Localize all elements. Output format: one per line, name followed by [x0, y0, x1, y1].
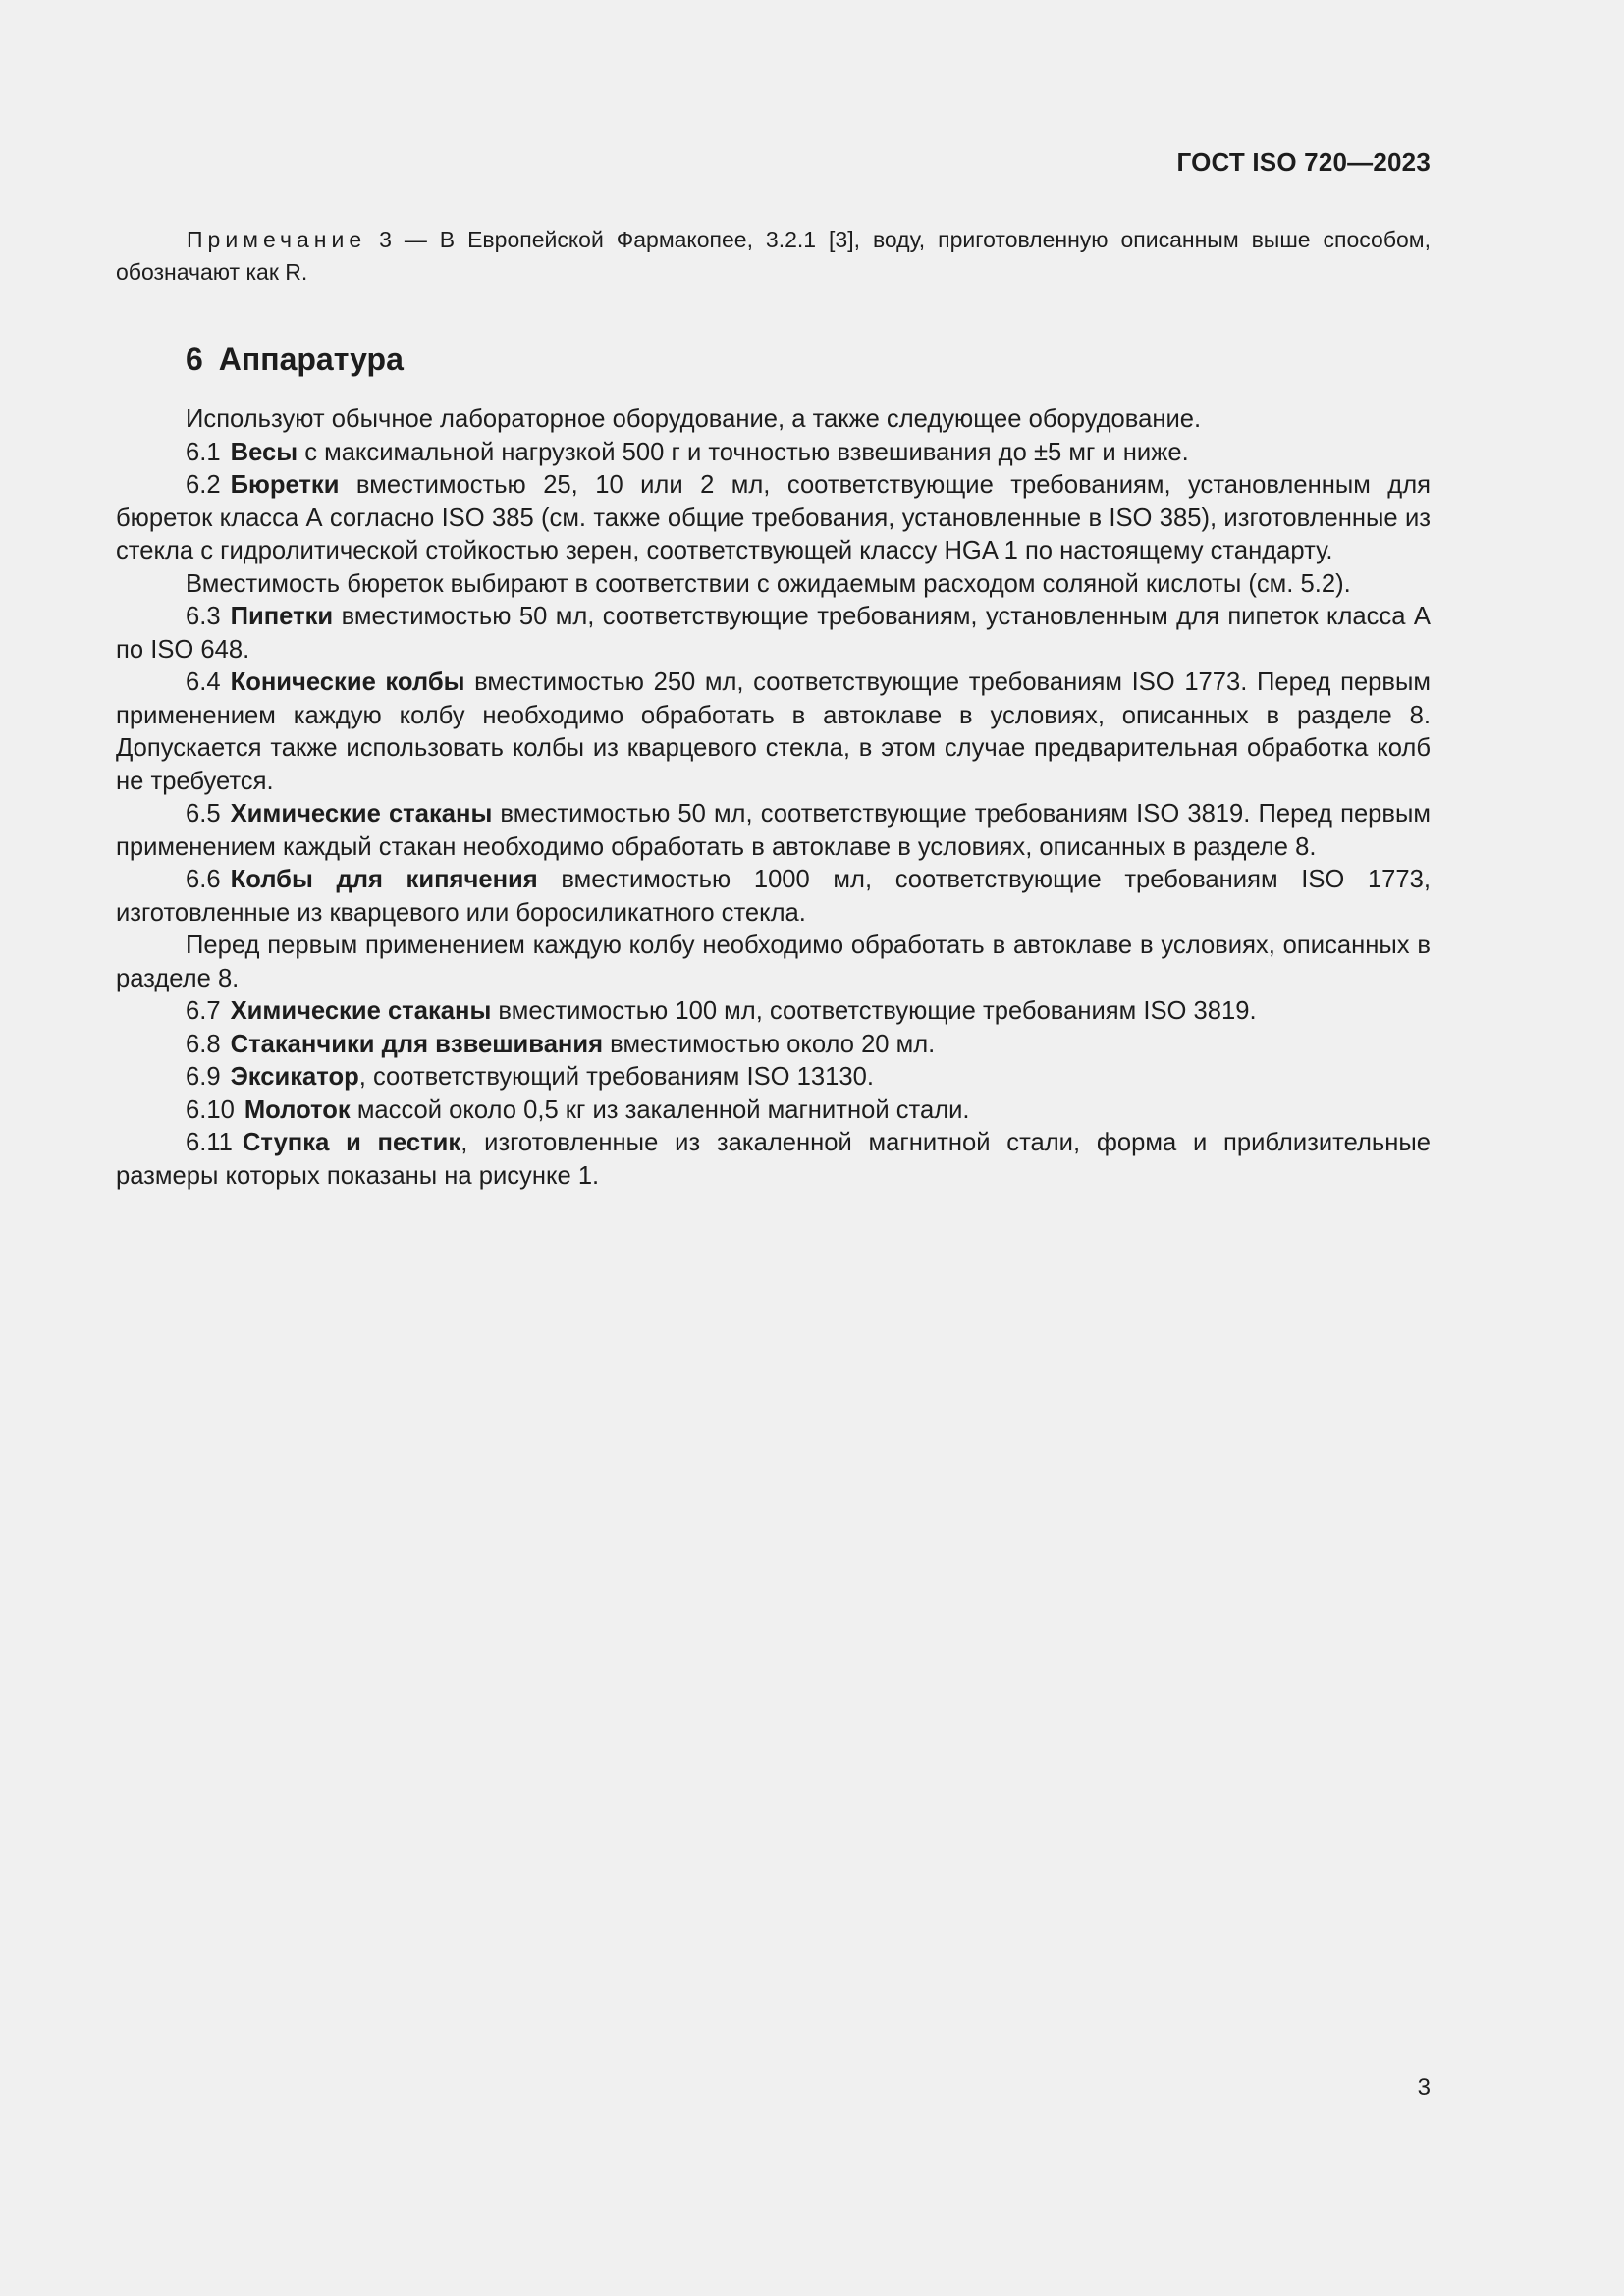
- paragraph-6-8: [116, 1029, 1431, 1062]
- paragraph-text: , изготовленные из закаленной магнитной стали, форма и приблизительные размеры которых показаны на рисунке 1.: [116, 1129, 1431, 1190]
- paragraph-number: 6.4: [186, 668, 221, 696]
- paragraph-6-2-note: [116, 568, 1431, 602]
- paragraph-term: Бюретки: [230, 471, 340, 499]
- section-body: [116, 403, 1431, 1193]
- paragraph-text: вместимостью около 20 мл.: [603, 1030, 936, 1058]
- paragraph-term: Химические стаканы: [230, 800, 493, 828]
- note-3: [116, 224, 1431, 289]
- paragraph-term: Конические колбы: [230, 668, 465, 696]
- paragraph-term: Ступка и пестик: [242, 1129, 461, 1156]
- paragraph-number: 6.10: [186, 1095, 235, 1124]
- paragraph-number: 6.11: [186, 1129, 233, 1156]
- paragraph-text: Перед первым применением каждую колбу необходимо обработать в автоклаве в условиях, описанных в разделе 8.: [116, 932, 1431, 992]
- paragraph-text: массой около 0,5 кг из закаленной магнитной стали.: [350, 1095, 970, 1124]
- paragraph-text: , соответствующий требованиям ISO 13130.: [358, 1063, 874, 1091]
- paragraph-6-11: [116, 1127, 1431, 1193]
- paragraph-term: Колбы для кипячения: [230, 866, 538, 893]
- paragraph-number: 6.5: [186, 800, 221, 828]
- paragraph-number: 6.9: [186, 1063, 221, 1091]
- paragraph-text: Вместимость бюреток выбирают в соответствии с ожидаемым расходом соляной кислоты (см. 5.2).: [186, 569, 1351, 598]
- paragraph-text: вместимостью 50 мл, соответствующие требованиям, установленным для пипеток класса А по ISO 648.: [116, 603, 1431, 664]
- paragraph-number: 6.8: [186, 1030, 221, 1058]
- paragraph-term: Молоток: [244, 1095, 351, 1124]
- paragraph-6-10: [116, 1095, 1431, 1128]
- page-number: 3: [1417, 2074, 1431, 2101]
- paragraph-text: вместимостью 25, 10 или 2 мл, соответствующие требованиям, установленным для бюреток класса А согласно ISO 385 (см. также общие требования, установленные в ISO 385), изготовленные из стекла с гидролитической стойкостью зерен, соответствующей классу HGA 1 по настоящему стандарту.: [116, 471, 1431, 564]
- paragraph-6-3: [116, 601, 1431, 667]
- paragraph-text: Используют обычное лабораторное оборудование, а также следующее оборудование.: [186, 405, 1202, 433]
- paragraph-number: 6.3: [186, 603, 221, 630]
- paragraph-term: Эксикатор: [230, 1063, 359, 1091]
- paragraph-6-7: [116, 995, 1431, 1029]
- paragraph-term: Стаканчики для взвешивания: [230, 1030, 604, 1058]
- paragraph-text: вместимостью 50 мл, соответствующие требованиям ISO 3819. Перед первым применением каждый стакан необходимо обработать в автоклаве в условиях, описанных в разделе 8.: [116, 800, 1431, 861]
- paragraph-term: Пипетки: [230, 603, 334, 630]
- paragraph-text: вместимостью 250 мл, соответствующие требованиям ISO 1773. Перед первым применением каждую колбу необходимо обработать в автоклаве в условиях, описанных в разделе 8. Допускается также использовать колбы из кварцевого стекла, в этом случае предварительная обработка колб не требуется.: [116, 668, 1432, 795]
- paragraph-text: вместимостью 1000 мл, соответствующие требованиям ISO 1773, изготовленные из кварцевого или боросиликатного стекла.: [116, 866, 1431, 927]
- paragraph-number: 6.6: [186, 866, 221, 893]
- paragraph-6-1: [116, 437, 1431, 470]
- paragraph-6-2: [116, 469, 1431, 568]
- paragraph-term: Химические стаканы: [230, 997, 492, 1025]
- paragraph-number: 6.7: [186, 997, 221, 1025]
- paragraph-6-9: [116, 1061, 1431, 1095]
- intro-paragraph: [116, 403, 1431, 437]
- paragraph-6-4: [116, 667, 1431, 798]
- paragraph-number: 6.2: [186, 471, 221, 499]
- paragraph-term: Весы: [230, 438, 298, 466]
- paragraph-6-6-note: [116, 930, 1431, 995]
- section-title: [186, 342, 404, 378]
- paragraph-number: 6.1: [186, 438, 221, 466]
- paragraph-text: вместимостью 100 мл, соответствующие требованиям ISO 3819.: [491, 997, 1257, 1025]
- section-title-text: Аппаратура: [218, 342, 404, 377]
- note-text: 3 — В Европейской Фармакопее, 3.2.1 [3], воду, приготовленную описанным выше способом, обозначают как R.: [116, 227, 1431, 285]
- section-number: 6: [186, 342, 203, 377]
- document-header: ГОСТ ISO 720—2023: [1176, 147, 1431, 177]
- paragraph-text: с максимальной нагрузкой 500 г и точностью взвешивания до ±5 мг и ниже.: [298, 438, 1189, 466]
- paragraph-6-5: [116, 798, 1431, 864]
- paragraph-6-6: [116, 864, 1431, 930]
- note-label: Примечание: [187, 227, 367, 252]
